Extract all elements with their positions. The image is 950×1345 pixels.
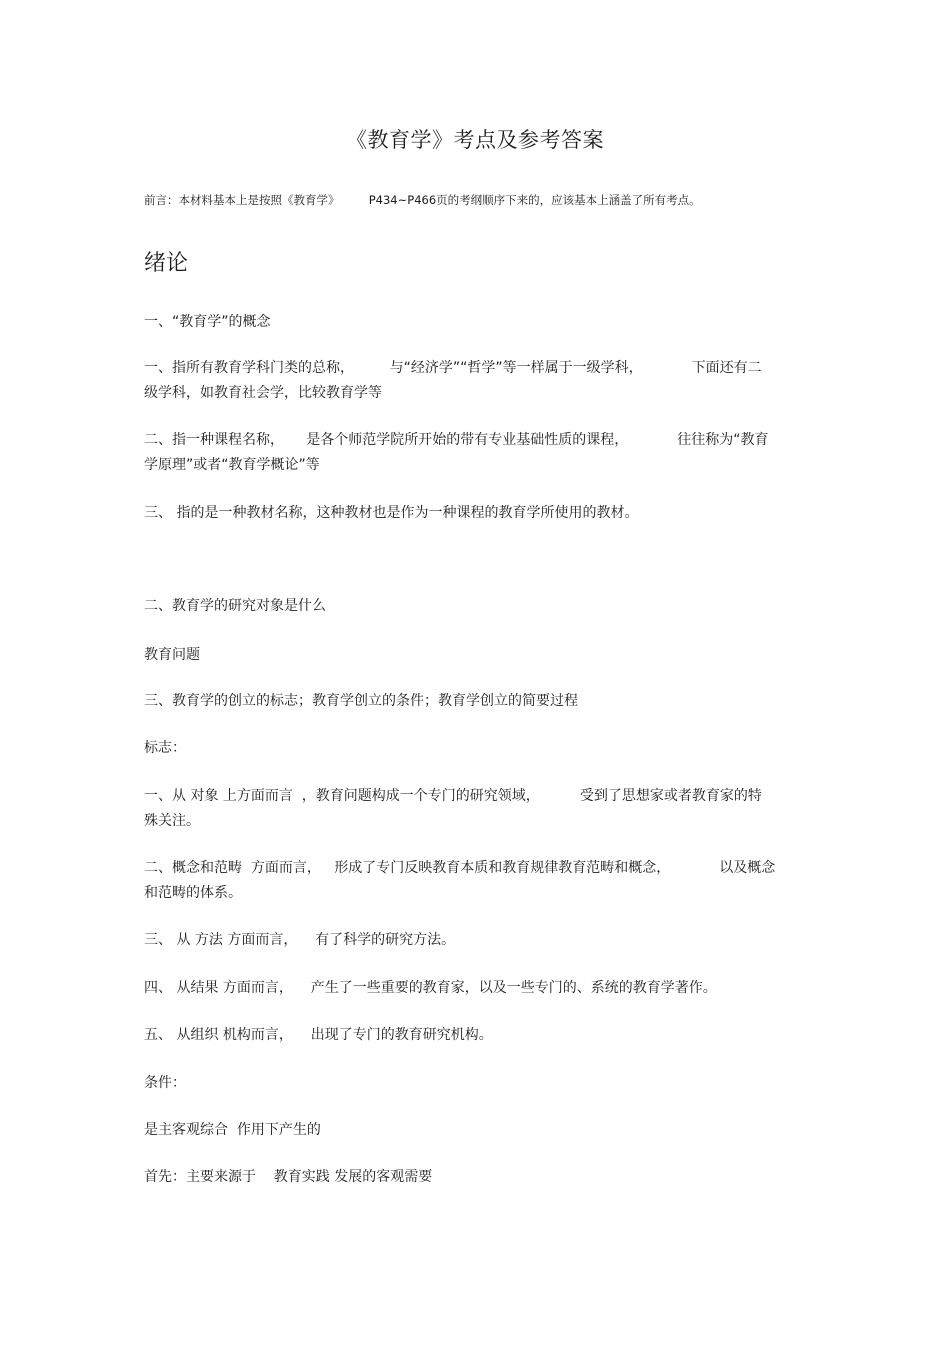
- paragraph-condition-1: 是主客观综合 作用下产生的: [144, 1122, 321, 1138]
- label-signs: 标志：: [144, 740, 186, 756]
- document-title: 《教育学》考点及参考答案: [346, 128, 604, 152]
- label-conditions: 条件：: [144, 1075, 186, 1091]
- paragraph-sign-5: 五、 从组织 机构而言， 出现了专门的教育研究机构。: [144, 1027, 493, 1043]
- preface-text: 前言：本材料基本上是按照《教育学》 P434~P466页的考纲顺序下来的，应该基本上涵盖了所有考点。: [144, 193, 701, 207]
- paragraph-research-object: 教育问题: [144, 647, 200, 663]
- paragraph-condition-2: 首先：主要来源于 教育实践 发展的客观需要: [144, 1169, 433, 1185]
- paragraph-sign-2: 二、概念和范畴 方面而言， 形成了专门反映教育本质和教育规律教育范畴和概念， 以及概念 和范畴的体系。: [144, 860, 776, 901]
- heading-concept: 一、“教育学”的概念: [144, 314, 271, 330]
- section-heading: 绪论: [144, 251, 189, 276]
- heading-research-object: 二、教育学的研究对象是什么: [144, 598, 326, 614]
- paragraph-concept-3: 三、 指的是一种教材名称，这种教材也是作为一种课程的教育学所使用的教材。: [144, 505, 639, 521]
- paragraph-concept-2: 二、指一种课程名称， 是各个师范学院所开始的带有专业基础性质的课程， 往往称为“教育 学原理”或者“教育学概论”等: [144, 432, 769, 473]
- paragraph-sign-4: 四、 从结果 方面而言， 产生了一些重要的教育家，以及一些专门的、系统的教育学著作。: [144, 980, 717, 996]
- paragraph-concept-1: 一、指所有教育学科门类的总称， 与“经济学”“哲学”等一样属于一级学科， 下面还有二 级学科，如教育社会学，比较教育学等: [144, 360, 762, 401]
- heading-founding: 三、教育学的创立的标志；教育学创立的条件；教育学创立的简要过程: [144, 693, 578, 709]
- paragraph-sign-1: 一、从 对象 上方面而言 ，教育问题构成一个专门的研究领域， 受到了思想家或者教育家的特 殊关注。: [144, 788, 762, 829]
- paragraph-sign-3: 三、 从 方法 方面而言， 有了科学的研究方法。: [144, 932, 456, 948]
